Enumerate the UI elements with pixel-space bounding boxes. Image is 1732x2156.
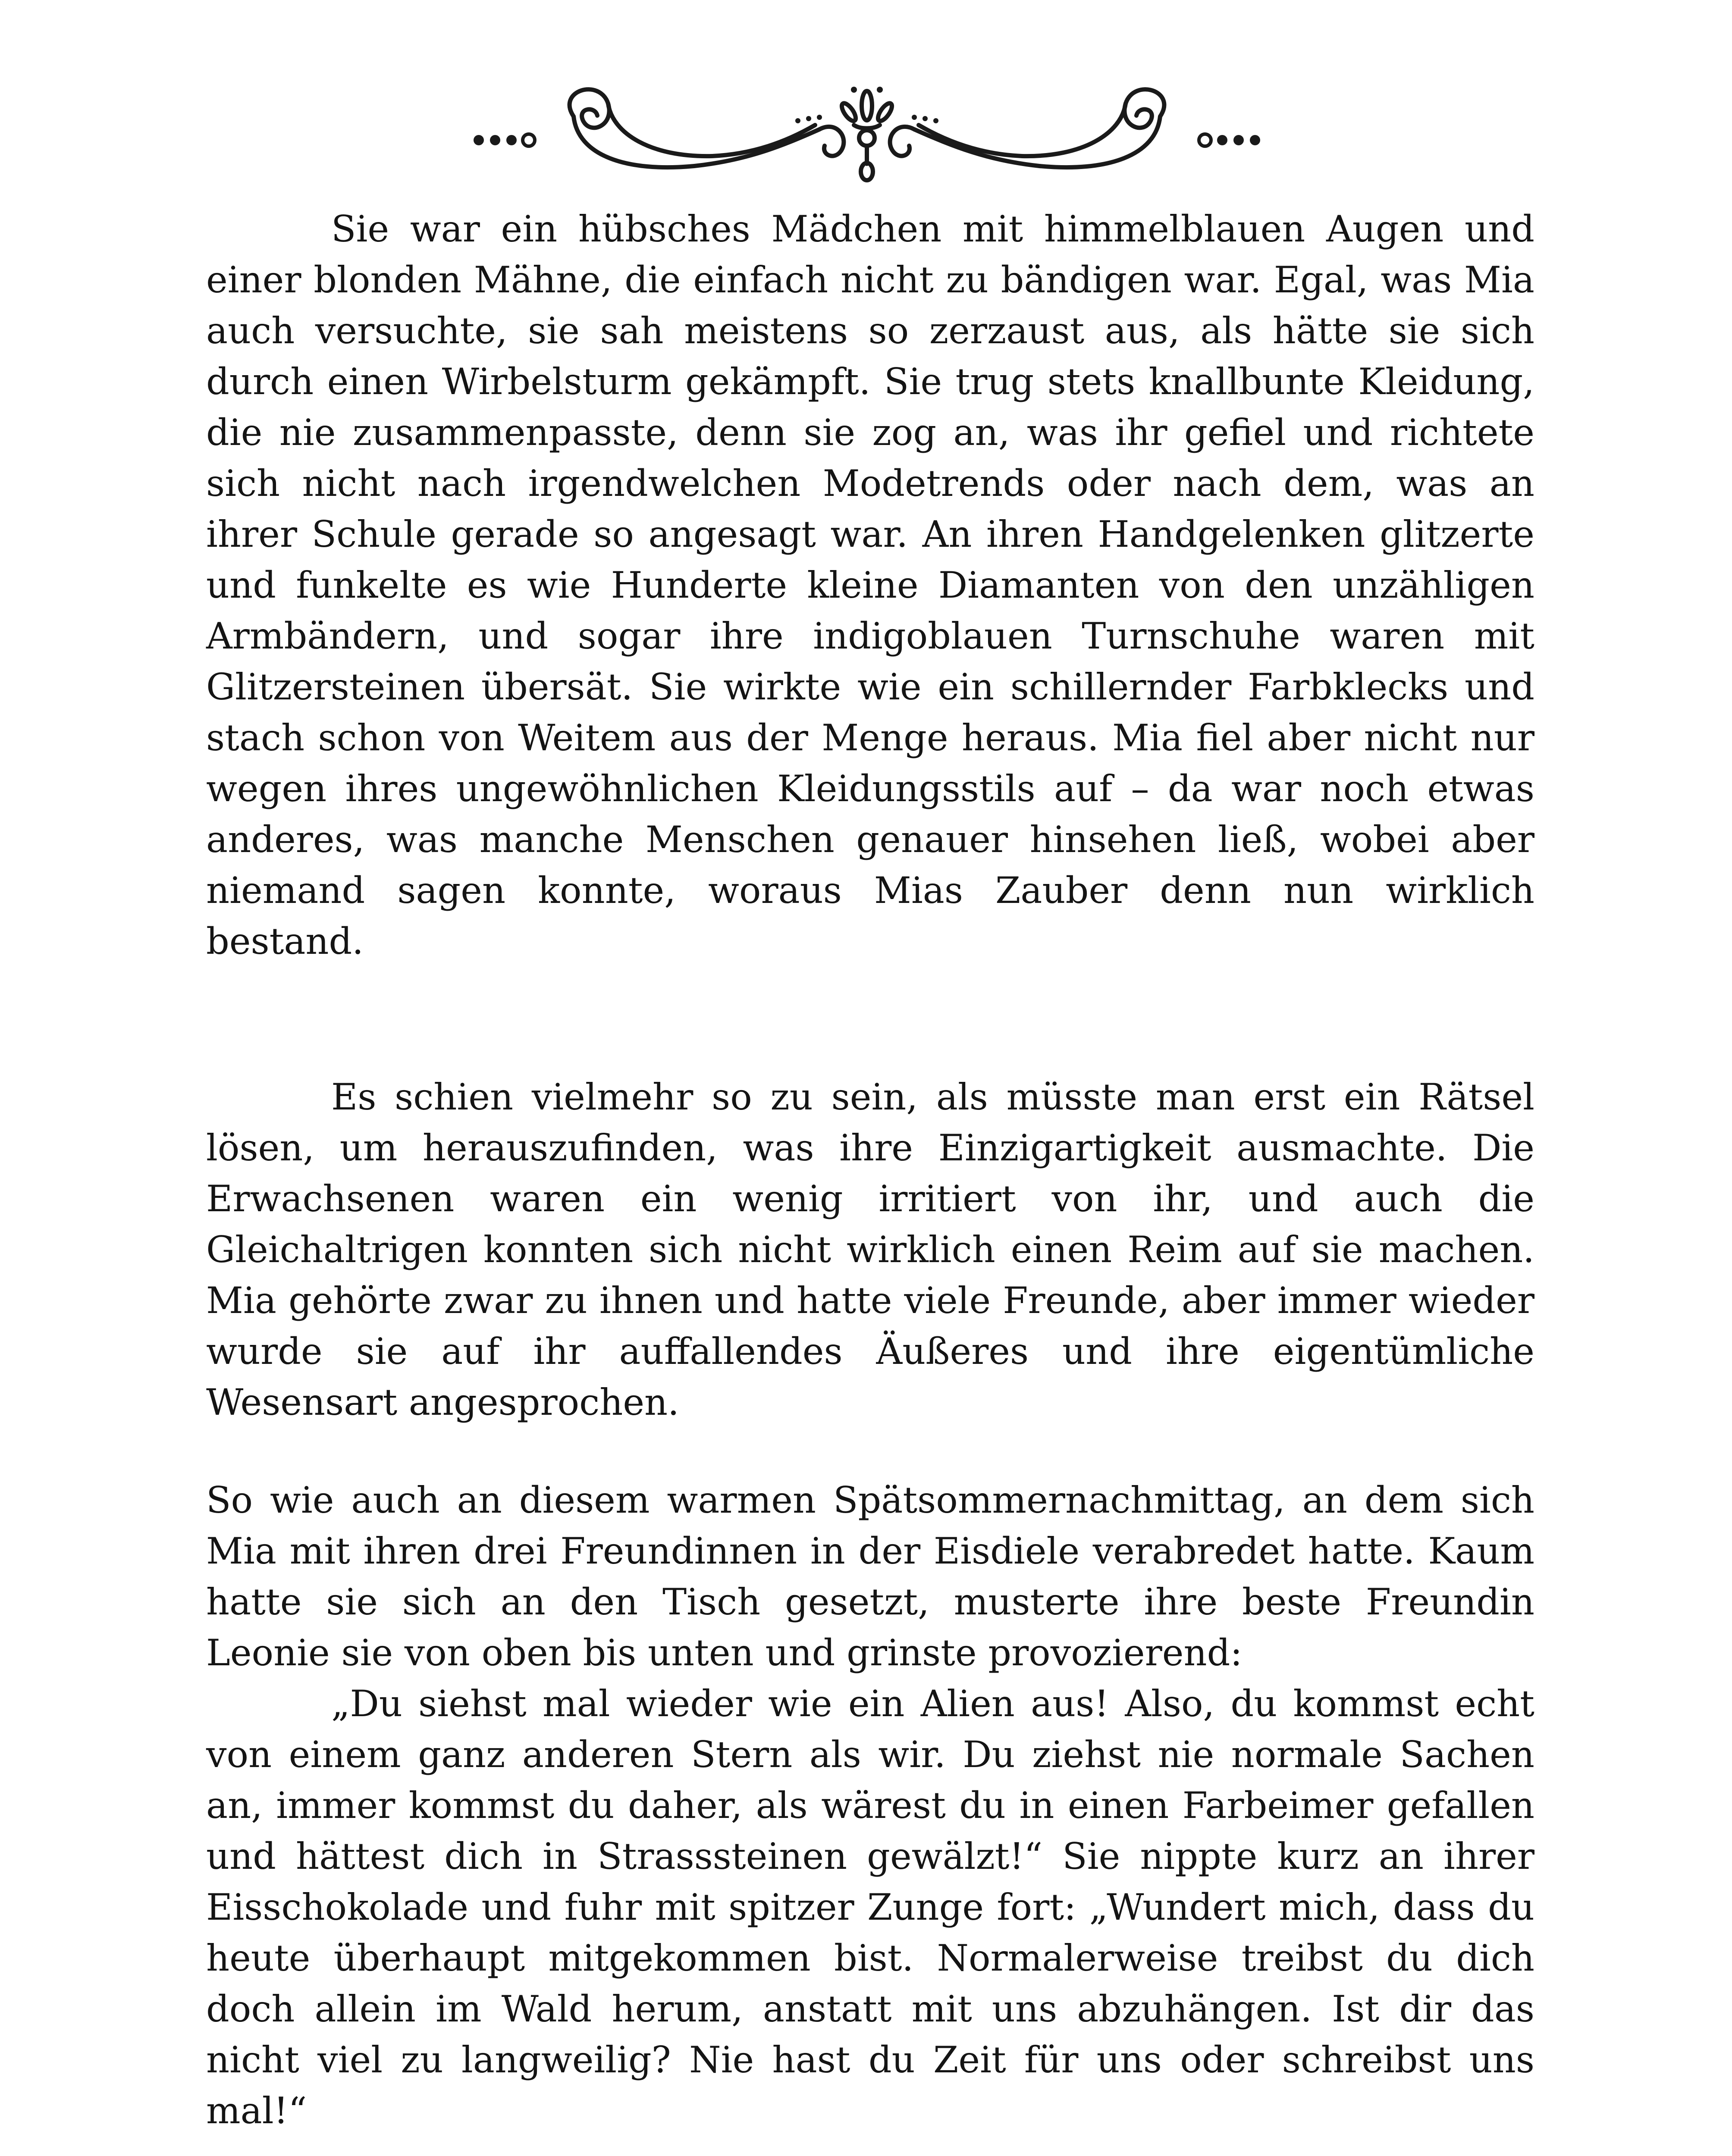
scroll-ornament-icon [470,65,1264,185]
paragraph: Sie war ein hübsches Mädchen mit himmelblauen Augen und einer blonden Mähne, die einfach nicht zu bändigen war. Egal, was Mia auch versuchte, sie sah meistens so zerzaust aus, als hätte sie sich durch einen Wirbelsturm gekämpft. Sie trug stets knallbunte Kleidung, die nie zusammenpasste, denn sie zog an, was ihr gefiel und richtete sich nicht nach irgendwelchen Modetrends oder nach dem, was an ihrer Schule gerade so angesagt war. An ihren Handgelenken glitzerte und funkelte es wie Hunderte kleine Diamanten von den unzähligen Armbändern, und sogar ihre indigoblauen Turnschuhe waren mit Glitzersteinen übersät. Sie wirkte wie ein schillernder Farbklecks und stach schon von Weitem aus der Menge heraus. Mia fiel aber nicht nur wegen ihres ungewöhnlichen Kleidungsstils auf – da war noch etwas anderes, was manche Menschen genauer hinsehen ließ, wobei aber niemand sagen konnte, woraus Mias Zauber denn nun wirklich bestand. [206,208,1534,962]
paragraph: So wie auch an diesem warmen Spätsommernachmittag, an dem sich Mia mit ihren drei Freundinnen in der Eisdiele verabredet hatte. Kaum hatte sie sich an den Tisch gesetzt, musterte ihre beste Freundin Leonie sie von oben bis unten und grinste provozierend: [206,1479,1534,1674]
dialogue-paragraph: „Du siehst mal wieder wie ein Alien aus! Also, du kommst echt von einem ganz anderen Stern als wir. Du ziehst nie normale Sachen an, immer kommst du daher, als wärest du in einen Farbeimer gefallen und hättest dich in Strasssteinen gewälzt!“ Sie nippte kurz an ihrer Eisschokolade und fuhr mit spitzer Zunge fort: „Wundert mich, dass du heute überhaupt mitgekommen bist. Normalerweise treibst du dich doch allein im Wald herum, anstatt mit uns abzuhängen. Ist dir das nicht viel zu langweilig? Nie hast du Zeit für uns oder schreibst uns mal!“ [206,1683,1534,2132]
paragraph: Es schien vielmehr so zu sein, als müsste man erst ein Rätsel lösen, um herauszufinden, was ihre Einzigartigkeit ausmachte. Die Erwachsenen waren ein wenig irritiert von ihr, und auch die Gleichaltrigen konnten sich nicht wirklich einen Reim auf sie machen. Mia gehörte zwar zu ihnen und hatte viele Freunde, aber immer wieder wurde sie auf ihr auffallendes Äußeres und ihre eigentümliche Wesensart angesprochen. [206,1076,1534,1423]
